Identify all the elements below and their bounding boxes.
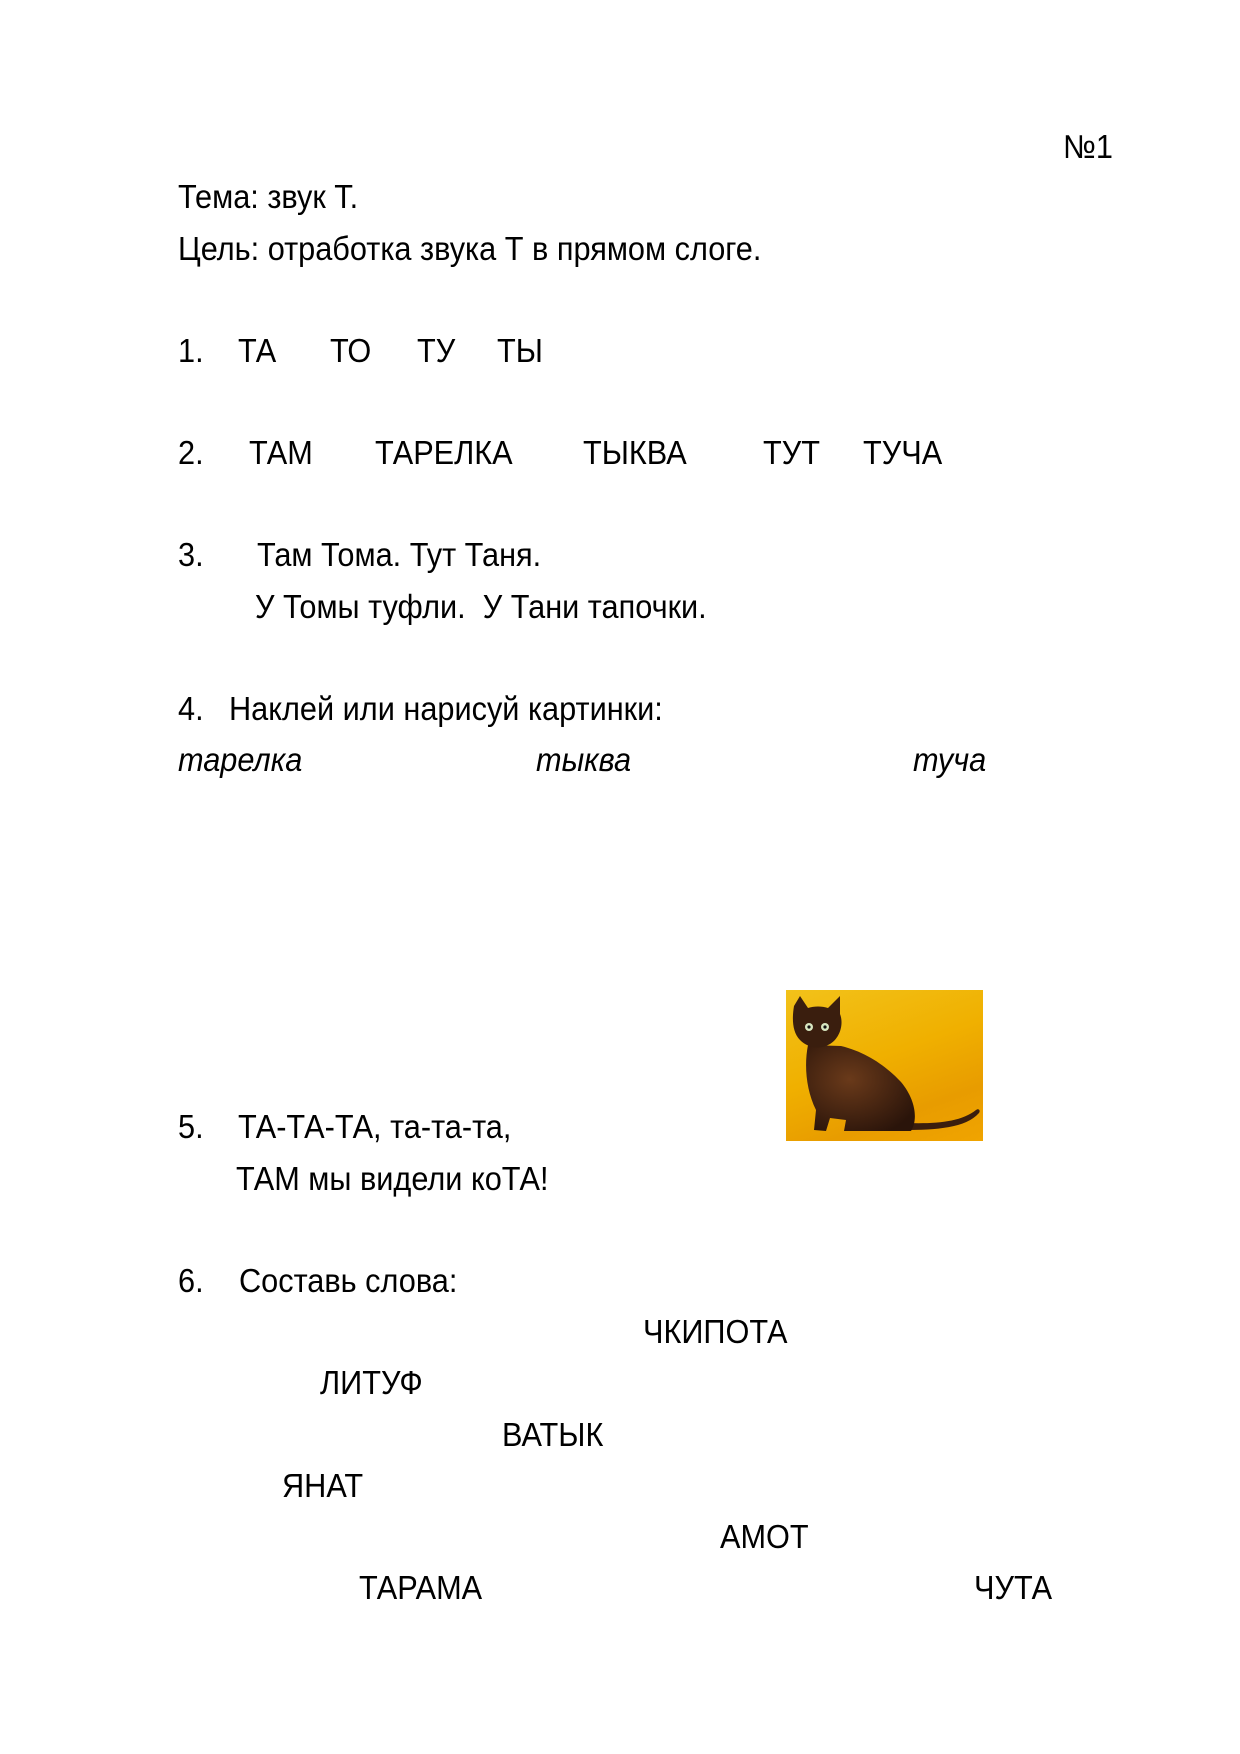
exercise-4-instruction: Наклей или нарисуй картинки:: [229, 690, 663, 727]
exercise-6-number: 6.: [178, 1262, 204, 1299]
scrambled-word: ЯНАТ: [282, 1467, 364, 1504]
picture-word: тыква: [536, 741, 632, 778]
exercise-1-number: 1.: [178, 332, 204, 369]
cat-photo: [786, 990, 983, 1141]
topic: Тема: звук Т.: [178, 178, 359, 215]
syllable: ТУ: [417, 332, 456, 369]
sentence: У Томы туфли. У Тани тапочки.: [255, 588, 707, 625]
scrambled-word: ЧКИПОТА: [643, 1313, 788, 1350]
word: ТАРЕЛКА: [375, 434, 513, 471]
exercise-6-instruction: Составь слова:: [239, 1262, 458, 1299]
exercise-2-number: 2.: [178, 434, 204, 471]
scrambled-word: ЧУТА: [974, 1569, 1053, 1606]
cat-icon: [786, 990, 983, 1141]
exercise-5-number: 5.: [178, 1108, 204, 1145]
scrambled-word: АМОТ: [720, 1518, 809, 1555]
exercise-3-number: 3.: [178, 536, 204, 573]
sentence: Там Тома. Тут Таня.: [257, 536, 542, 573]
picture-word: туча: [913, 741, 987, 778]
page-number: №1: [1063, 128, 1114, 165]
goal: Цель: отработка звука Т в прямом слоге.: [178, 230, 762, 267]
word: ТЫКВА: [583, 434, 687, 471]
syllable: ТА: [238, 332, 277, 369]
rhyme-line: ТАМ мы видели коТА!: [236, 1160, 549, 1197]
word: ТУЧА: [863, 434, 943, 471]
picture-word: тарелка: [178, 741, 303, 778]
scrambled-word: ВАТЫК: [502, 1416, 604, 1453]
scrambled-word: ТАРАМА: [359, 1569, 483, 1606]
syllable: ТЫ: [497, 332, 543, 369]
word: ТАМ: [249, 434, 313, 471]
rhyme-line: ТА-ТА-ТА, та-та-та,: [238, 1108, 512, 1145]
syllable: ТО: [330, 332, 372, 369]
scrambled-word: ЛИТУФ: [320, 1364, 423, 1401]
exercise-4-number: 4.: [178, 690, 204, 727]
word: ТУТ: [763, 434, 820, 471]
